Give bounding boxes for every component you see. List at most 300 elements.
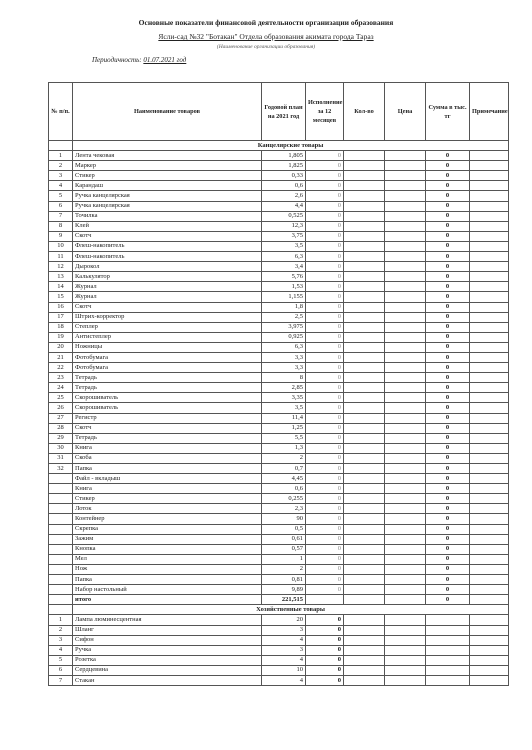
item-sum: 0	[426, 575, 470, 585]
table-row	[49, 363, 509, 373]
item-plan: 5,76	[262, 272, 306, 282]
row-number: 5	[49, 191, 73, 201]
item-plan: 0,6	[262, 484, 306, 494]
table-row	[49, 544, 509, 554]
row-number: 19	[49, 332, 73, 342]
item-done: 0	[306, 655, 344, 665]
item-plan: 0,525	[262, 211, 306, 221]
table-row	[49, 413, 509, 423]
item-name: Калькулятор	[73, 272, 262, 282]
row-number: 13	[49, 272, 73, 282]
item-done: 0	[306, 312, 344, 322]
table-row	[49, 433, 509, 443]
item-plan: 4	[262, 675, 306, 685]
row-number: 32	[49, 464, 73, 474]
item-sum	[426, 665, 470, 675]
item-note	[470, 161, 509, 171]
item-price	[385, 423, 426, 433]
total-done	[306, 595, 344, 605]
item-price	[385, 383, 426, 393]
item-sum	[426, 655, 470, 665]
section-header-row	[49, 605, 509, 615]
table-row	[49, 575, 509, 585]
item-sum: 0	[426, 241, 470, 251]
item-sum: 0	[426, 181, 470, 191]
item-done: 0	[306, 443, 344, 453]
item-note	[470, 675, 509, 685]
item-plan: 12,3	[262, 221, 306, 231]
item-done: 0	[306, 635, 344, 645]
item-price	[385, 151, 426, 161]
item-qty	[344, 433, 385, 443]
item-note	[470, 262, 509, 272]
item-qty	[344, 292, 385, 302]
item-plan: 0,6	[262, 181, 306, 191]
item-qty	[344, 625, 385, 635]
col-header-done: Исполнение за 12 месяцев	[306, 83, 344, 141]
item-qty	[344, 171, 385, 181]
item-plan: 20	[262, 615, 306, 625]
table-row	[49, 292, 509, 302]
item-done: 0	[306, 211, 344, 221]
row-number	[49, 564, 73, 574]
item-done: 0	[306, 292, 344, 302]
item-plan: 3,35	[262, 393, 306, 403]
col-header-plan: Годовой план на 2021 год	[262, 83, 306, 141]
item-name: Стакан	[73, 675, 262, 685]
item-price	[385, 585, 426, 595]
item-done: 0	[306, 585, 344, 595]
item-note	[470, 564, 509, 574]
row-number: 6	[49, 665, 73, 675]
item-name: Тетрадь	[73, 433, 262, 443]
item-done: 0	[306, 464, 344, 474]
item-plan: 0,61	[262, 534, 306, 544]
item-name: Папка	[73, 464, 262, 474]
row-number: 22	[49, 363, 73, 373]
row-number: 8	[49, 221, 73, 231]
item-price	[385, 544, 426, 554]
row-number: 3	[49, 635, 73, 645]
item-done: 0	[306, 514, 344, 524]
item-done: 0	[306, 322, 344, 332]
item-name: Набор настольный	[73, 585, 262, 595]
item-price	[385, 494, 426, 504]
total-qty	[344, 595, 385, 605]
col-header-note: Примечание	[470, 83, 509, 141]
row-number	[49, 544, 73, 554]
item-name: Папка	[73, 575, 262, 585]
item-name: Регистр	[73, 413, 262, 423]
item-price	[385, 575, 426, 585]
item-sum: 0	[426, 383, 470, 393]
item-note	[470, 181, 509, 191]
row-number: 5	[49, 655, 73, 665]
item-qty	[344, 554, 385, 564]
row-number: 1	[49, 615, 73, 625]
item-price	[385, 443, 426, 453]
item-qty	[344, 383, 385, 393]
item-note	[470, 191, 509, 201]
item-done: 0	[306, 403, 344, 413]
item-note	[470, 443, 509, 453]
item-sum: 0	[426, 292, 470, 302]
table-row	[49, 342, 509, 352]
item-sum: 0	[426, 554, 470, 564]
row-number: 14	[49, 282, 73, 292]
item-done: 0	[306, 645, 344, 655]
item-plan: 9,89	[262, 585, 306, 595]
item-sum: 0	[426, 211, 470, 221]
row-number	[49, 524, 73, 534]
item-qty	[344, 484, 385, 494]
item-sum: 0	[426, 332, 470, 342]
item-price	[385, 564, 426, 574]
item-sum: 0	[426, 494, 470, 504]
item-done: 0	[306, 413, 344, 423]
item-plan: 1,3	[262, 443, 306, 453]
table-row	[49, 645, 509, 655]
item-plan: 0,57	[262, 544, 306, 554]
item-qty	[344, 393, 385, 403]
item-name: Карандаш	[73, 181, 262, 191]
row-number	[49, 474, 73, 484]
row-number	[49, 575, 73, 585]
row-number: 4	[49, 645, 73, 655]
item-done: 0	[306, 373, 344, 383]
item-note	[470, 312, 509, 322]
item-name: Скотч	[73, 231, 262, 241]
item-price	[385, 615, 426, 625]
item-done: 0	[306, 564, 344, 574]
item-qty	[344, 191, 385, 201]
item-qty	[344, 443, 385, 453]
table-row	[49, 181, 509, 191]
item-qty	[344, 151, 385, 161]
item-done: 0	[306, 191, 344, 201]
table-row	[49, 373, 509, 383]
item-price	[385, 231, 426, 241]
item-qty	[344, 544, 385, 554]
item-qty	[344, 575, 385, 585]
item-note	[470, 585, 509, 595]
row-number	[49, 504, 73, 514]
table-row	[49, 312, 509, 322]
item-done: 0	[306, 241, 344, 251]
item-name: Мел	[73, 554, 262, 564]
item-price	[385, 302, 426, 312]
row-number: 18	[49, 322, 73, 332]
period-line	[92, 56, 186, 64]
organization-name-text: Ясли-сад №32 "Ботакан" Отдела образования акимата города Тараз	[158, 32, 374, 41]
table-row	[49, 151, 509, 161]
row-number: 25	[49, 393, 73, 403]
item-note	[470, 504, 509, 514]
period-value: 01.07.2021 год	[143, 56, 187, 64]
item-qty	[344, 534, 385, 544]
item-sum: 0	[426, 282, 470, 292]
item-price	[385, 504, 426, 514]
item-qty	[344, 524, 385, 534]
item-plan: 2,5	[262, 312, 306, 322]
item-sum: 0	[426, 453, 470, 463]
item-qty	[344, 585, 385, 595]
item-sum: 0	[426, 433, 470, 443]
item-price	[385, 272, 426, 282]
item-plan: 4	[262, 635, 306, 645]
item-plan: 0,33	[262, 171, 306, 181]
item-name: Маркер	[73, 161, 262, 171]
row-number: 26	[49, 403, 73, 413]
item-plan: 3,5	[262, 403, 306, 413]
row-number	[49, 585, 73, 595]
item-name: Степлер	[73, 322, 262, 332]
item-sum: 0	[426, 272, 470, 282]
item-done: 0	[306, 161, 344, 171]
item-qty	[344, 615, 385, 625]
item-sum: 0	[426, 413, 470, 423]
item-note	[470, 383, 509, 393]
item-name: Стикер	[73, 171, 262, 181]
item-plan: 3,4	[262, 262, 306, 272]
item-qty	[344, 211, 385, 221]
item-price	[385, 201, 426, 211]
row-number: 29	[49, 433, 73, 443]
item-note	[470, 645, 509, 655]
item-name: Ручка	[73, 645, 262, 655]
item-note	[470, 514, 509, 524]
item-note	[470, 524, 509, 534]
row-number: 21	[49, 352, 73, 362]
item-price	[385, 312, 426, 322]
item-sum: 0	[426, 585, 470, 595]
item-done: 0	[306, 494, 344, 504]
item-qty	[344, 564, 385, 574]
item-note	[470, 403, 509, 413]
item-done: 0	[306, 282, 344, 292]
goods-table	[48, 82, 509, 686]
item-note	[470, 332, 509, 342]
item-note	[470, 393, 509, 403]
item-sum: 0	[426, 423, 470, 433]
item-price	[385, 393, 426, 403]
item-qty	[344, 675, 385, 685]
table-row	[49, 262, 509, 272]
item-done: 0	[306, 544, 344, 554]
item-note	[470, 221, 509, 231]
item-name: Нож	[73, 564, 262, 574]
item-price	[385, 625, 426, 635]
item-name: Фотобумага	[73, 352, 262, 362]
item-name: Дырокол	[73, 262, 262, 272]
item-sum: 0	[426, 363, 470, 373]
col-header-name: Наименование товаров	[73, 83, 262, 141]
row-number: 30	[49, 443, 73, 453]
item-sum: 0	[426, 252, 470, 262]
item-qty	[344, 403, 385, 413]
row-number: 27	[49, 413, 73, 423]
item-qty	[344, 413, 385, 423]
item-note	[470, 423, 509, 433]
table-row	[49, 221, 509, 231]
table-row	[49, 534, 509, 544]
item-qty	[344, 201, 385, 211]
table-row	[49, 655, 509, 665]
item-sum: 0	[426, 352, 470, 362]
row-number: 11	[49, 252, 73, 262]
item-plan: 3,975	[262, 322, 306, 332]
item-qty	[344, 494, 385, 504]
item-sum: 0	[426, 221, 470, 231]
item-name: Книга	[73, 443, 262, 453]
item-name: Скоба	[73, 453, 262, 463]
item-plan: 6,3	[262, 342, 306, 352]
item-price	[385, 352, 426, 362]
item-price	[385, 484, 426, 494]
item-done: 0	[306, 342, 344, 352]
item-done: 0	[306, 474, 344, 484]
row-number	[49, 514, 73, 524]
item-sum: 0	[426, 191, 470, 201]
item-qty	[344, 655, 385, 665]
item-done: 0	[306, 554, 344, 564]
item-note	[470, 413, 509, 423]
item-plan: 1,825	[262, 161, 306, 171]
item-price	[385, 332, 426, 342]
item-price	[385, 191, 426, 201]
item-sum: 0	[426, 161, 470, 171]
table-row	[49, 554, 509, 564]
item-name: Зажим	[73, 534, 262, 544]
item-price	[385, 675, 426, 685]
item-price	[385, 514, 426, 524]
item-sum	[426, 635, 470, 645]
item-name: Точилка	[73, 211, 262, 221]
item-name: Скрепка	[73, 524, 262, 534]
item-note	[470, 655, 509, 665]
item-sum	[426, 675, 470, 685]
item-name: Скотч	[73, 302, 262, 312]
table-row	[49, 464, 509, 474]
item-qty	[344, 423, 385, 433]
table-row	[49, 423, 509, 433]
item-price	[385, 474, 426, 484]
item-name: Лоток	[73, 504, 262, 514]
item-price	[385, 464, 426, 474]
item-name: Клей	[73, 221, 262, 231]
item-done: 0	[306, 423, 344, 433]
total-label: итого	[73, 595, 262, 605]
item-note	[470, 464, 509, 474]
table-row	[49, 675, 509, 685]
item-done: 0	[306, 171, 344, 181]
item-name: Скотч	[73, 423, 262, 433]
row-number: 2	[49, 161, 73, 171]
table-row	[49, 322, 509, 332]
item-price	[385, 665, 426, 675]
item-plan: 3,75	[262, 231, 306, 241]
item-plan: 0,255	[262, 494, 306, 504]
item-done: 0	[306, 201, 344, 211]
item-qty	[344, 645, 385, 655]
total-price	[385, 595, 426, 605]
table-row	[49, 272, 509, 282]
item-plan: 0,81	[262, 575, 306, 585]
item-done: 0	[306, 524, 344, 534]
item-plan: 0,7	[262, 464, 306, 474]
item-price	[385, 635, 426, 645]
table-header-row	[49, 83, 509, 141]
table-row	[49, 332, 509, 342]
item-price	[385, 453, 426, 463]
row-number	[49, 554, 73, 564]
item-sum: 0	[426, 524, 470, 534]
table-row	[49, 514, 509, 524]
item-price	[385, 413, 426, 423]
table-row	[49, 241, 509, 251]
item-sum: 0	[426, 464, 470, 474]
item-qty	[344, 332, 385, 342]
table-row	[49, 393, 509, 403]
item-name: Флеш-накопитель	[73, 241, 262, 251]
item-sum: 0	[426, 393, 470, 403]
item-plan: 90	[262, 514, 306, 524]
item-price	[385, 292, 426, 302]
item-price	[385, 252, 426, 262]
item-qty	[344, 665, 385, 675]
item-done: 0	[306, 231, 344, 241]
item-price	[385, 554, 426, 564]
row-number: 7	[49, 675, 73, 685]
item-done: 0	[306, 453, 344, 463]
item-price	[385, 645, 426, 655]
item-price	[385, 171, 426, 181]
row-number: 9	[49, 231, 73, 241]
item-price	[385, 322, 426, 332]
item-done: 0	[306, 433, 344, 443]
table-row	[49, 191, 509, 201]
item-name: Кнопка	[73, 544, 262, 554]
item-name: Файл - вкладыш	[73, 474, 262, 484]
item-qty	[344, 322, 385, 332]
item-done: 0	[306, 302, 344, 312]
item-plan: 10	[262, 665, 306, 675]
item-note	[470, 322, 509, 332]
table-row	[49, 211, 509, 221]
item-note	[470, 252, 509, 262]
item-name: Лента чековая	[73, 151, 262, 161]
item-price	[385, 433, 426, 443]
item-name: Антистеплер	[73, 332, 262, 342]
row-number	[49, 494, 73, 504]
organization-caption: (Наименование организации образования)	[216, 44, 316, 50]
item-qty	[344, 373, 385, 383]
row-number: 10	[49, 241, 73, 251]
item-price	[385, 221, 426, 231]
section-title: Хозяйственные товары	[73, 605, 509, 615]
item-sum: 0	[426, 484, 470, 494]
item-price	[385, 262, 426, 272]
item-note	[470, 433, 509, 443]
item-price	[385, 211, 426, 221]
item-price	[385, 403, 426, 413]
item-qty	[344, 282, 385, 292]
item-note	[470, 625, 509, 635]
item-done: 0	[306, 575, 344, 585]
item-note	[470, 201, 509, 211]
item-qty	[344, 312, 385, 322]
total-plan: 221,515	[262, 595, 306, 605]
